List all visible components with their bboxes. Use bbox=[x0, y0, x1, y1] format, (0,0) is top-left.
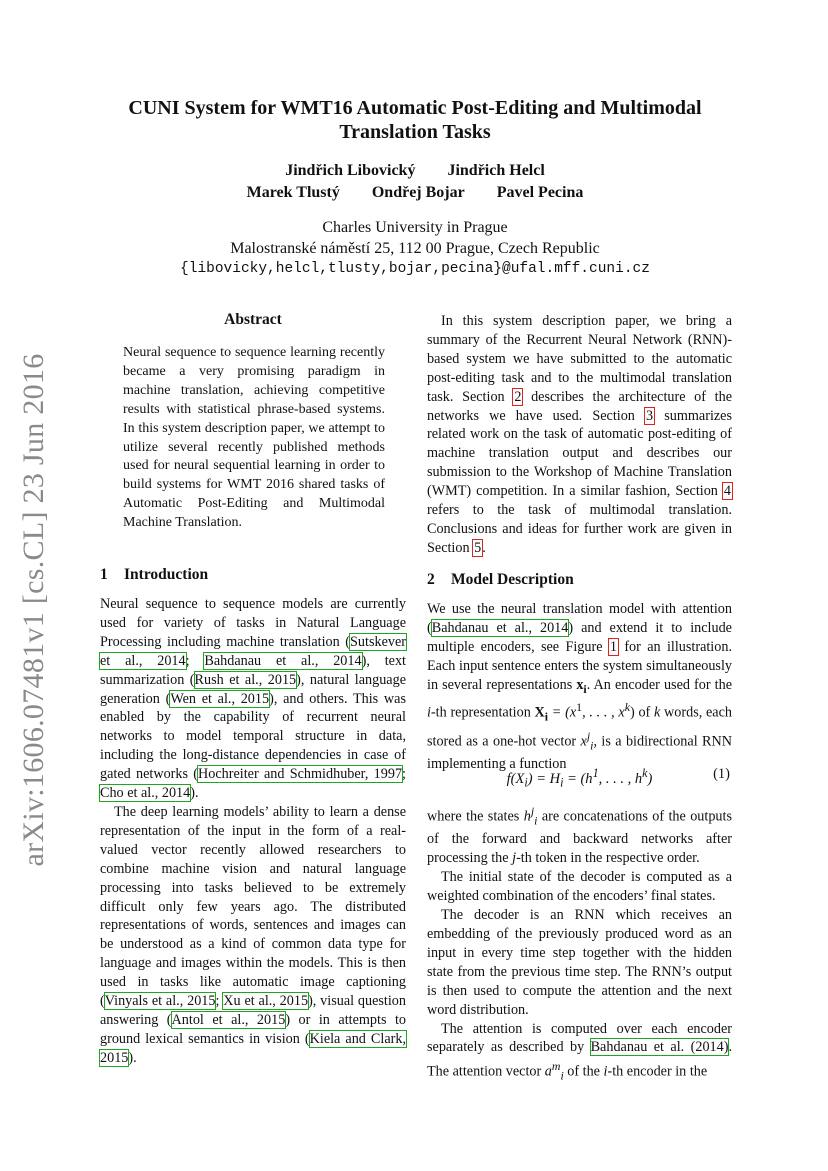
section-ref-link[interactable]: 3 bbox=[646, 407, 654, 424]
section-ref-link[interactable]: 5 bbox=[474, 539, 482, 556]
arxiv-stamp bbox=[12, 353, 56, 867]
intro-continuation bbox=[427, 312, 732, 558]
citation-link[interactable]: Cho et al., 2014 bbox=[100, 785, 191, 802]
equation-number: (1) bbox=[713, 766, 730, 782]
section-title: Introduction bbox=[124, 566, 209, 583]
arxiv-identifier: arXiv:1606.07481v1 [cs.CL] 23 Jun 2016 bbox=[17, 353, 50, 867]
citation-link[interactable]: Rush et al., 2015 bbox=[194, 671, 297, 688]
section-2-heading bbox=[427, 571, 574, 589]
model-paragraph-2: where the states $h^j_i$ are concatenations of the outputs of the forward and backward networks after processing the j-th token in the respective order. bbox=[427, 804, 732, 867]
author-name: Ondřej Bojar bbox=[371, 184, 465, 201]
citation-link[interactable]: Bahdanau et al. (2014) bbox=[590, 1039, 729, 1056]
figure-ref-link[interactable]: 1 bbox=[609, 638, 617, 655]
citation-link[interactable]: Wen et al., 2015 bbox=[170, 690, 270, 707]
citation-link[interactable]: Sutskever et al., 2014 bbox=[100, 633, 406, 669]
title-line-2: Translation Tasks bbox=[339, 121, 491, 143]
equation-1 bbox=[427, 766, 732, 790]
model-description-body bbox=[427, 600, 732, 774]
abstract-heading: Abstract bbox=[224, 311, 282, 328]
section-1-heading bbox=[100, 566, 208, 584]
citation-link[interactable]: Bahdanau et al., 2014 bbox=[204, 652, 362, 669]
citation-link[interactable]: Vinyals et al., 2015 bbox=[104, 993, 216, 1010]
citation-link[interactable]: Kiela and Clark, 2015 bbox=[100, 1030, 406, 1066]
section-ref-link[interactable]: 2 bbox=[514, 388, 522, 405]
title-line-1: CUNI System for WMT16 Automatic Post-Editing and Multimodal bbox=[128, 97, 702, 119]
paper-title bbox=[100, 96, 730, 144]
citation-link[interactable]: Bahdanau et al., 2014 bbox=[431, 619, 569, 636]
citation-link[interactable]: Hochreiter and Schmidhuber, 1997 bbox=[198, 766, 403, 783]
model-paragraph-5: The attention is computed over each encoder separately as described by Bahdanau et al. (2014). The attention vector $a^m_i$ of the i-th encoder in the bbox=[427, 1020, 733, 1083]
author-name: Jindřich Helcl bbox=[447, 162, 545, 179]
introduction-body bbox=[100, 595, 406, 1068]
affiliation bbox=[100, 217, 730, 280]
model-paragraph-4: The decoder is an RNN which receives an embedding of the previously produced word as an input in every time step together with the hidden state from the previous time step. The RNN’s output is then used to compute the attention and the next word distribution. bbox=[427, 907, 732, 1018]
equation-body: $f(X_i) = H_i = (h^1$, . . . , $h^k$) bbox=[506, 766, 653, 790]
author-row-1 bbox=[100, 160, 730, 182]
author-list bbox=[100, 160, 730, 204]
model-paragraph-3: The initial state of the decoder is computed as a weighted combination of the encoders’ final states. bbox=[427, 869, 732, 905]
citation-link[interactable]: Antol et al., 2015 bbox=[171, 1011, 286, 1028]
institution: Charles University in Prague bbox=[322, 219, 508, 236]
abstract-text: Neural sequence to sequence learning recently became a very promising paradigm in machine translation, achieving competitive results with statistical phrase-based systems. In this system description paper, we attempt to utilize several recently published methods used for neural sequential learning in order to build systems for WMT 2016 shared tasks of Automatic Post-Editing and Multimodal Machine Translation. bbox=[123, 345, 385, 531]
section-title: Model Description bbox=[451, 571, 574, 588]
model-paragraph-1: We use the neural translation model with attention (Bahdanau et al., 2014) and extend it to include multiple encoders, see Figure 1 for an illustration. Each input sentence enters the system simultaneously in several representations $x_i$. An encoder used for the i-th representation $X_i = (x^1$, . . . , $x^k$) of k words, each stored as a one-hot vector $x^j_i$, is a bidirectional RNN implementing a function bbox=[427, 601, 732, 773]
author-name: Marek Tlustý bbox=[246, 184, 340, 201]
intro-paragraph-2: The deep learning models’ ability to learn a dense representation of the input in the form of a real-valued vector recently allowed researchers to combine machine vision and natural language processing into tasks believed to be extremely difficult only few years ago. The distributed representations of words, sentences and images can be understood as a kind of common data type for language and images within the models. This is then used in tasks like automatic image captioning (Vinyals et al., 2015; Xu et al., 2015), visual question answering (Antol et al., 2015) or in attempts to ground lexical semantics in vision (Kiela and Clark, 2015). bbox=[100, 803, 406, 1066]
author-name: Pavel Pecina bbox=[496, 184, 584, 201]
section-number: 1 bbox=[100, 566, 108, 583]
address: Malostranské náměstí 25, 112 00 Prague, Czech Republic bbox=[230, 240, 600, 257]
intro-paragraph-1: Neural sequence to sequence models are currently used for variety of tasks in Natural Language Processing including machine translation (Sutskever et al., 2014; Bahdanau et al., 2014), text summarization (Rush et al., 2015), natural language generation (Wen et al., 2015), and others. This was enabled by the capability of recurrent neural networks to model temporal structure in data, including the long-distance dependencies in case of gated networks (Hochreiter and Schmidhuber, 1997; Cho et al., 2014). bbox=[100, 596, 406, 802]
author-name: Jindřich Libovický bbox=[285, 162, 416, 179]
author-row-2 bbox=[100, 182, 730, 204]
intro-paragraph-3: In this system description paper, we bring a summary of the Recurrent Neural Network (RNN)-based system we have submitted to the automatic post-editing task and to the multimodal translation task. Section 2 describes the architecture of the networks we have used. Section 3 summarizes related work on the task of automatic post-editing of machine translation output and describes our submission to the Workshop of Machine Translation (WMT) competition. In a similar fashion, Section 4 refers to the task of multimodal translation. Conclusions and ideas for further work are given in Section 5. bbox=[427, 313, 733, 556]
author-emails: {libovicky,helcl,tlusty,bojar,pecina}@ufal.mff.cuni.cz bbox=[180, 261, 650, 277]
section-number: 2 bbox=[427, 571, 435, 588]
citation-link[interactable]: Xu et al., 2015 bbox=[223, 993, 309, 1010]
section-ref-link[interactable]: 4 bbox=[723, 483, 731, 500]
model-description-body-cont bbox=[427, 802, 732, 1086]
